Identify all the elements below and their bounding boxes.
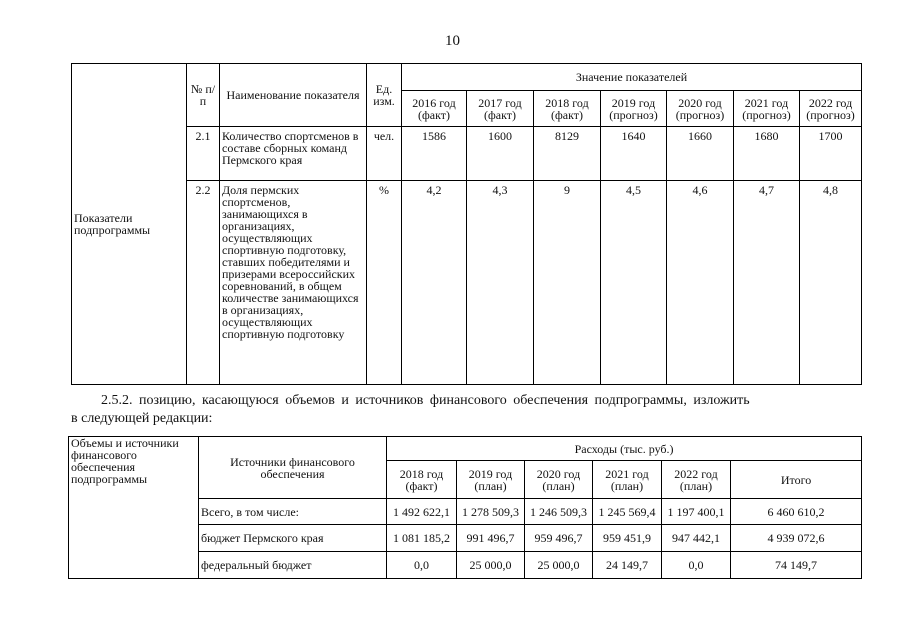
source-name: Всего, в том числе: — [199, 499, 387, 525]
total-cell: 74 149,7 — [731, 552, 862, 579]
indicator-name: Доля пермских спортсменов, занимающихся в организациях, осуществляющих спортивную подготовку, ставших победителями и призерами всероссийских соревнований, в общем количестве занимающихся в организациях, осуществляющих спортивную подготовку — [220, 181, 367, 385]
amount-cell: 25 000,0 — [457, 552, 525, 579]
finance-row-label: Объемы и источники финансового обеспечения подпрограммы — [69, 437, 199, 579]
col-name-header: Наименование показателя — [220, 64, 367, 127]
year-header: 2021 год (прогноз) — [734, 91, 800, 127]
amount-cell: 947 442,1 — [662, 525, 731, 552]
col-num-header: № п/п — [187, 64, 220, 127]
indicator-unit: % — [367, 181, 402, 385]
amendment-paragraph: 2.5.2. позицию, касающуюся объемов и источников финансового обеспечения подпрограммы, изложить — [101, 393, 750, 408]
amount-cell: 1 197 400,1 — [662, 499, 731, 525]
source-name: федеральный бюджет — [199, 552, 387, 579]
amount-cell: 0,0 — [387, 552, 457, 579]
amount-cell: 959 451,9 — [593, 525, 662, 552]
year-header: 2020 год (прогноз) — [667, 91, 734, 127]
year-header: 2021 год (план) — [593, 461, 662, 499]
year-header: 2019 год (план) — [457, 461, 525, 499]
expenses-header: Расходы (тыс. руб.) — [387, 437, 862, 461]
indicator-value: 9 — [534, 181, 601, 385]
source-name: бюджет Пермского края — [199, 525, 387, 552]
year-header: 2022 год (план) — [662, 461, 731, 499]
total-cell: 6 460 610,2 — [731, 499, 862, 525]
table-row — [72, 181, 862, 385]
row-num: 2.1 — [187, 127, 220, 181]
indicator-unit: чел. — [367, 127, 402, 181]
indicator-value: 8129 — [534, 127, 601, 181]
finance-table — [68, 436, 862, 579]
indicator-value: 1660 — [667, 127, 734, 181]
page-number: 10 — [445, 33, 460, 49]
indicator-value: 1700 — [800, 127, 862, 181]
table-row — [72, 127, 862, 181]
year-header: 2016 год (факт) — [402, 91, 467, 127]
amount-cell: 959 496,7 — [525, 525, 593, 552]
amount-cell: 1 081 185,2 — [387, 525, 457, 552]
indicators-row-label: Показатели подпрограммы — [72, 64, 187, 385]
total-cell: 4 939 072,6 — [731, 525, 862, 552]
year-header: 2017 год (факт) — [467, 91, 534, 127]
amendment-paragraph-cont: в следующей редакции: — [71, 411, 213, 426]
total-header: Итого — [731, 461, 862, 499]
amount-cell: 1 246 509,3 — [525, 499, 593, 525]
indicator-value: 4,3 — [467, 181, 534, 385]
indicator-value: 1600 — [467, 127, 534, 181]
amount-cell: 1 245 569,4 — [593, 499, 662, 525]
col-unit-header: Ед. изм. — [367, 64, 402, 127]
indicator-value: 1586 — [402, 127, 467, 181]
year-header: 2020 год (план) — [525, 461, 593, 499]
row-num: 2.2 — [187, 181, 220, 385]
values-header: Значение показателей — [402, 64, 862, 91]
year-header: 2019 год (прогноз) — [601, 91, 667, 127]
amount-cell: 1 492 622,1 — [387, 499, 457, 525]
indicator-value: 4,8 — [800, 181, 862, 385]
indicator-value: 4,2 — [402, 181, 467, 385]
year-header: 2022 год (прогноз) — [800, 91, 862, 127]
indicators-table — [71, 63, 862, 385]
year-header: 2018 год (факт) — [534, 91, 601, 127]
indicator-name: Количество спортсменов в составе сборных команд Пермского края — [220, 127, 367, 181]
amount-cell: 24 149,7 — [593, 552, 662, 579]
indicator-value: 4,6 — [667, 181, 734, 385]
indicator-value: 4,5 — [601, 181, 667, 385]
year-header: 2018 год (факт) — [387, 461, 457, 499]
amount-cell: 991 496,7 — [457, 525, 525, 552]
amount-cell: 1 278 509,3 — [457, 499, 525, 525]
indicator-value: 1640 — [601, 127, 667, 181]
indicator-value: 1680 — [734, 127, 800, 181]
amount-cell: 0,0 — [662, 552, 731, 579]
amount-cell: 25 000,0 — [525, 552, 593, 579]
indicator-value: 4,7 — [734, 181, 800, 385]
sources-header: Источники финансового обеспечения — [199, 437, 387, 499]
